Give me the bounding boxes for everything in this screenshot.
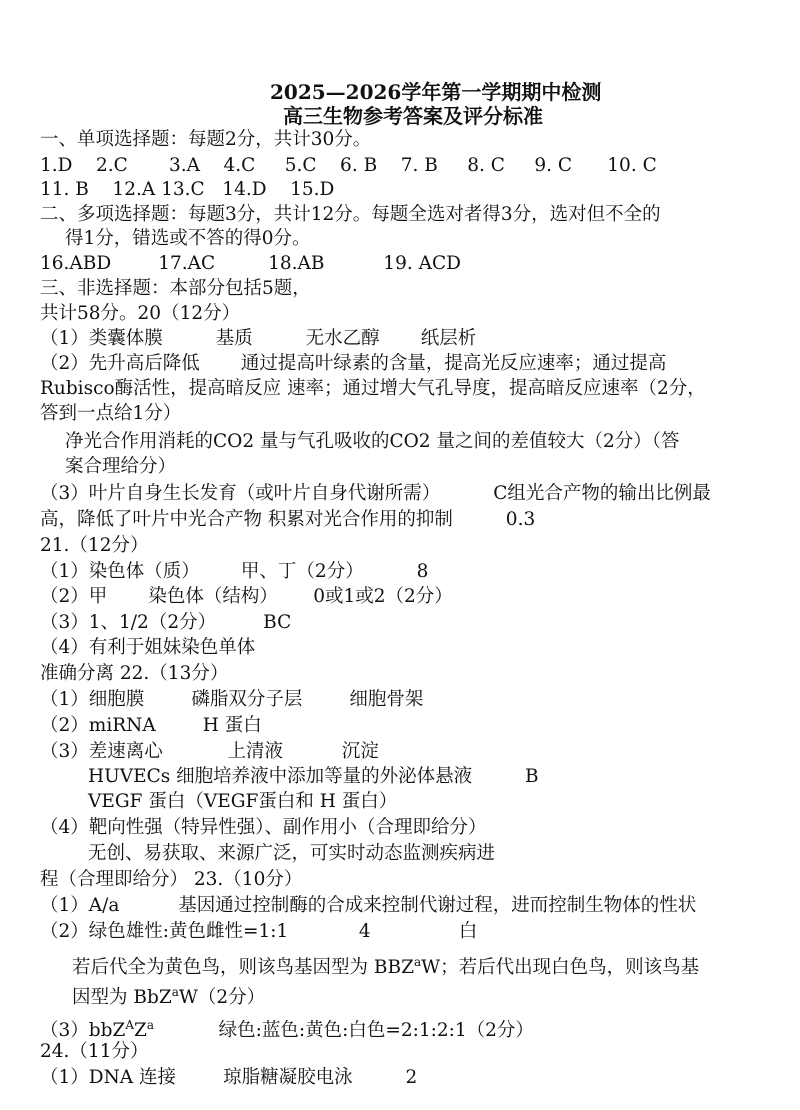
answers-16-19: 16.ABD 17.AC 18.AB 19. ACD bbox=[40, 253, 461, 274]
q20-part-2-cont: Rubisco酶活性，提高暗反应 速率；通过增大气孔导度，提高暗反应速率（2分， bbox=[40, 378, 706, 399]
q23-part-2-line-3: 因型为 BbZ$^a$W（2分） bbox=[72, 985, 266, 1008]
q22-part-4-cont: 无创、易获取、来源广泛，可实时动态监测疾病进 bbox=[88, 843, 496, 864]
q21-part-4-cont: 准确分离 22.（13分） bbox=[40, 663, 229, 684]
q22-part-1: （1）细胞膜 磷脂双分子层 细胞骨架 bbox=[40, 689, 424, 710]
answers-11-15: 11. B 12.A 13.C 14.D 15.D bbox=[40, 179, 335, 200]
q23-part-2: （2）绿色雄性:黄色雌性=1:1 4 白 bbox=[40, 921, 478, 942]
q22-part-4: （4）靶向性强（特异性强）、副作用小（合理即给分） bbox=[40, 817, 487, 838]
q20-part-2-answer-cont: 案合理给分） bbox=[65, 456, 177, 477]
page-title: 2025—2026学年第一学期期中检测 bbox=[270, 80, 602, 104]
section-2-scoring: 得1分，错选或不答的得0分。 bbox=[65, 228, 311, 249]
answers-1-10: 1.D 2.C 3.A 4.C 5.C 6. B 7. B 8. C 9. C 10. C bbox=[40, 155, 657, 176]
q24-heading: 24.（11分） bbox=[40, 1041, 149, 1062]
q22-part-2: （2）miRNA H 蛋白 bbox=[40, 715, 262, 736]
q23-part-1: （1）A/a 基因通过控制酶的合成来控制代谢过程，进而控制生物体的性状 bbox=[40, 895, 697, 916]
q20-part-3: （3）叶片自身生长发育（或叶片自身代谢所需） C组光合产物的输出比例最 bbox=[40, 483, 711, 504]
q20-part-2-answer: 净光合作用消耗的CO2 量与气孔吸收的CO2 量之间的差值较大（2分）（答 bbox=[65, 431, 680, 452]
q21-part-2: （2）甲 染色体（结构） 0或1或2（2分） bbox=[40, 586, 453, 607]
section-3-heading: 三、非选择题：本部分包括5题， bbox=[40, 278, 311, 299]
q21-part-4: （4）有利于姐妹染色单体 bbox=[40, 637, 256, 658]
q22-part-3: （3）差速离心 上清液 沉淀 bbox=[40, 741, 379, 762]
q20-part-1: （1）类囊体膜 基质 无水乙醇 纸层析 bbox=[40, 328, 477, 349]
q22-part-3-line-2: HUVECs 细胞培养液中添加等量的外泌体悬液 B bbox=[88, 766, 539, 787]
q21-part-1: （1）染色体（质） 甲、丁（2分） 8 bbox=[40, 561, 429, 582]
q20-part-2-note: 答到一点给1分） bbox=[40, 403, 182, 424]
q21-heading: 21.（12分） bbox=[40, 535, 149, 556]
section-1-heading: 一、单项选择题：每题2分，共计30分。 bbox=[40, 129, 372, 150]
q23-part-3: $(3)bbZ^AZ^a$ 绿色:蓝色:黄色:白色=2:1:2:1（2分） bbox=[40, 1018, 534, 1041]
section-3-total: 共计58分。20（12分） bbox=[40, 303, 241, 324]
q20-part-3-cont: 高，降低了叶片中光合产物 积累对光合作用的抑制 0.3 bbox=[40, 509, 536, 530]
q24-part-1: （1）DNA 连接 琼脂糖凝胶电泳 2 bbox=[40, 1067, 418, 1088]
q23-part-2-line-2: 若后代全为黄色鸟，则该鸟基因型为 BBZ$^a$W；若后代出现白色鸟，则该鸟基 bbox=[72, 955, 700, 978]
q20-part-2: （2）先升高后降低 通过提高叶绿素的含量，提高光反应速率；通过提高 bbox=[40, 353, 667, 374]
section-2-heading: 二、多项选择题：每题3分，共计12分。每题全选对者得3分，选对但不全的 bbox=[40, 204, 661, 225]
page-subtitle: 高三生物参考答案及评分标准 bbox=[283, 104, 543, 128]
q22-part-3-line-3: VEGF 蛋白（VEGF蛋白和 H 蛋白） bbox=[88, 791, 398, 812]
q22-part-4-end: 程（合理即给分） 23.（10分） bbox=[40, 869, 303, 890]
q21-part-3: （3）1、1/2（2分） BC bbox=[40, 612, 292, 633]
